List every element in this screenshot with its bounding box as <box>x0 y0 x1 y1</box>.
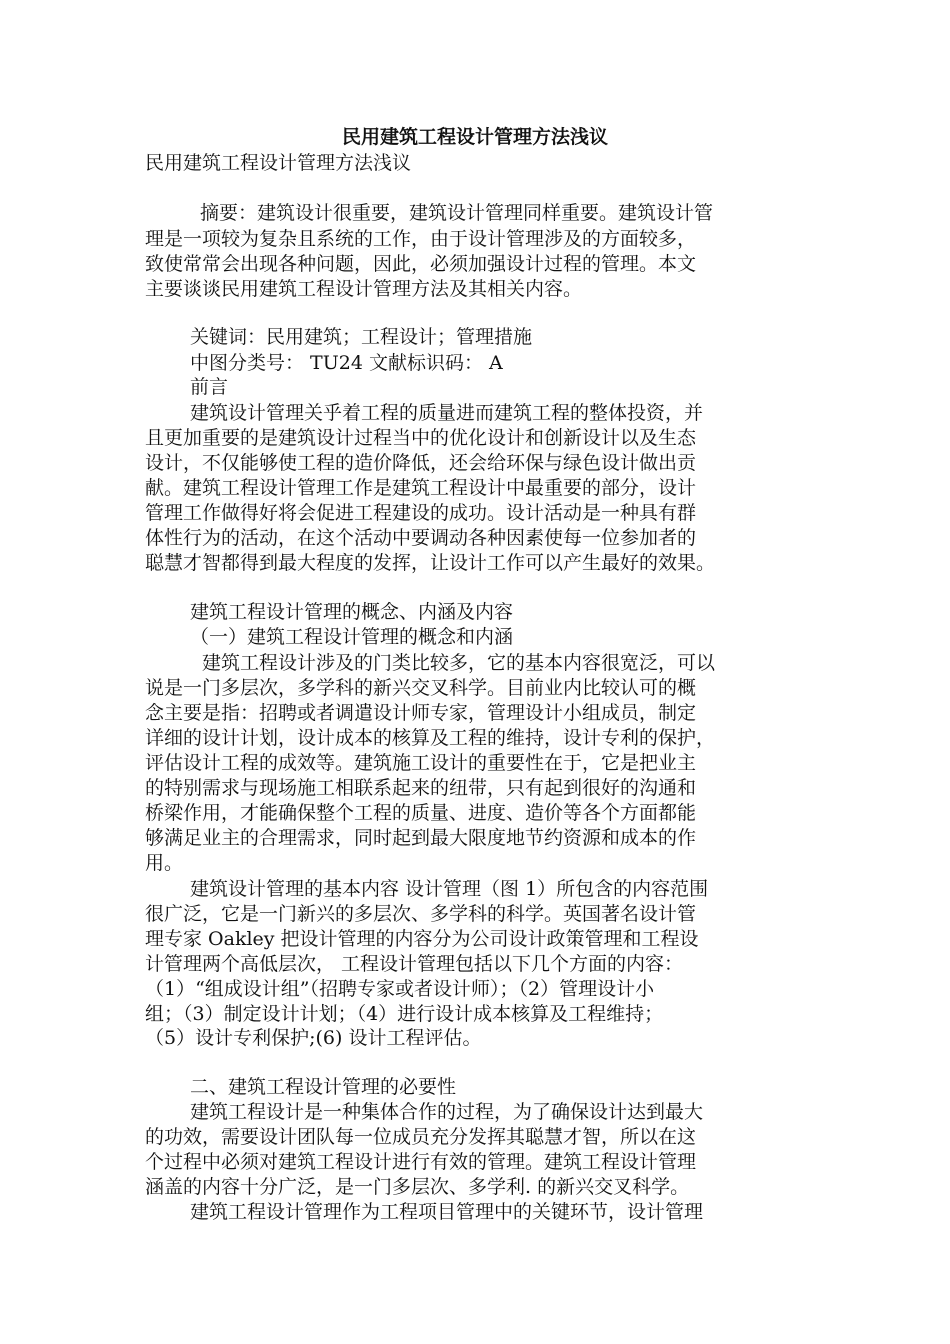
text-line: （1）“组成设计组”（招聘专家或者设计师）；（2）管理设计小 <box>145 978 655 1000</box>
text-line: 用。 <box>145 852 184 874</box>
text-line: 聪慧才智都得到最大程度的发挥，让设计工作可以产生最好的效果。 <box>145 552 716 574</box>
text-line: 理是一项较为复杂且系统的工作，由于设计管理涉及的方面较多， <box>145 228 697 250</box>
text-line: 建筑工程设计管理作为工程项目管理中的关键环节，设计管理 <box>190 1201 704 1223</box>
text-line: 组；（3）制定设计计划；（4）进行设计成本核算及工程维持； <box>145 1003 664 1025</box>
document-title: 民用建筑工程设计管理方法浅议 <box>341 126 608 148</box>
text-line: 致使常常会出现各种问题，因此，必须加强设计过程的管理。本文 <box>145 253 697 275</box>
text-line: 很广泛，它是一门新兴的多层次、多学科的科学。英国著名设计管 <box>145 903 697 925</box>
text-line: 献。建筑工程设计管理工作是建筑工程设计中最重要的部分，设计 <box>145 477 697 499</box>
text-line: 说是一门多层次，多学科的新兴交叉科学。目前业内比较认可的概 <box>145 677 697 699</box>
text-line: 涵盖的内容十分广泛，是一门多层次、多学利. 的新兴交叉科学。 <box>145 1176 690 1198</box>
section-heading: 二、建筑工程设计管理的必要性 <box>190 1076 457 1098</box>
text-line: 建筑设计管理关乎着工程的质量进而建筑工程的整体投资，并 <box>190 402 704 424</box>
text-line: 详细的设计计划，设计成本的核算及工程的维持，设计专利的保护， <box>145 727 716 749</box>
text-line: 体性行为的活动，在这个活动中要调动各种因素使每一位参加者的 <box>145 527 697 549</box>
section-heading: 建筑工程设计管理的概念、内涵及内容 <box>190 601 514 623</box>
text-line: 建筑工程设计涉及的门类比较多，它的基本内容很宽泛，可以 <box>202 652 716 674</box>
text-line: 建筑设计管理的基本内容 设计管理（图 1）所包含的内容范围 <box>190 878 709 900</box>
classification-line: 中图分类号： TU24 文献标识码： A <box>190 352 503 374</box>
text-line: 计管理两个高低层次， 工程设计管理包括以下几个方面的内容： <box>145 953 684 975</box>
text-line: 摘要：建筑设计很重要，建筑设计管理同样重要。建筑设计管 <box>200 202 714 224</box>
text-line: 建筑工程设计是一种集体合作的过程，为了确保设计达到最大 <box>190 1101 704 1123</box>
preface-heading: 前言 <box>190 376 229 398</box>
document-subtitle: 民用建筑工程设计管理方法浅议 <box>145 152 412 174</box>
text-line: 够满足业主的合理需求，同时起到最大限度地节约资源和成本的作 <box>145 827 697 849</box>
keywords-line: 关键词：民用建筑；工程设计；管理措施 <box>190 326 533 348</box>
text-line: 主要谈谈民用建筑工程设计管理方法及其相关内容。 <box>145 278 583 300</box>
text-line: 设计，不仅能够使工程的造价降低，还会给环保与绿色设计做出贡 <box>145 452 697 474</box>
text-line: 且更加重要的是建筑设计过程当中的优化设计和创新设计以及生态 <box>145 427 697 449</box>
text-line: 的功效，需要设计团队每一位成员充分发挥其聪慧才智，所以在这 <box>145 1126 697 1148</box>
text-line: 的特别需求与现场施工相联系起来的纽带，只有起到很好的沟通和 <box>145 777 697 799</box>
text-line: 念主要是指：招聘或者调遣设计师专家，管理设计小组成员，制定 <box>145 702 697 724</box>
text-line: （5）设计专利保护;(6) 设计工程评估。 <box>145 1027 482 1049</box>
text-line: 管理工作做得好将会促进工程建设的成功。设计活动是一种具有群 <box>145 502 697 524</box>
text-line: 桥梁作用，才能确保整个工程的质量、进度、造价等各个方面都能 <box>145 802 697 824</box>
text-line: 评估设计工程的成效等。建筑施工设计的重要性在于，它是把业主 <box>145 752 697 774</box>
text-line: 个过程中必须对建筑工程设计进行有效的管理。建筑工程设计管理 <box>145 1151 697 1173</box>
subsection-heading: （一）建筑工程设计管理的概念和内涵 <box>190 626 514 648</box>
text-line: 理专家 Oakley 把设计管理的内容分为公司设计政策管理和工程设 <box>145 928 699 950</box>
